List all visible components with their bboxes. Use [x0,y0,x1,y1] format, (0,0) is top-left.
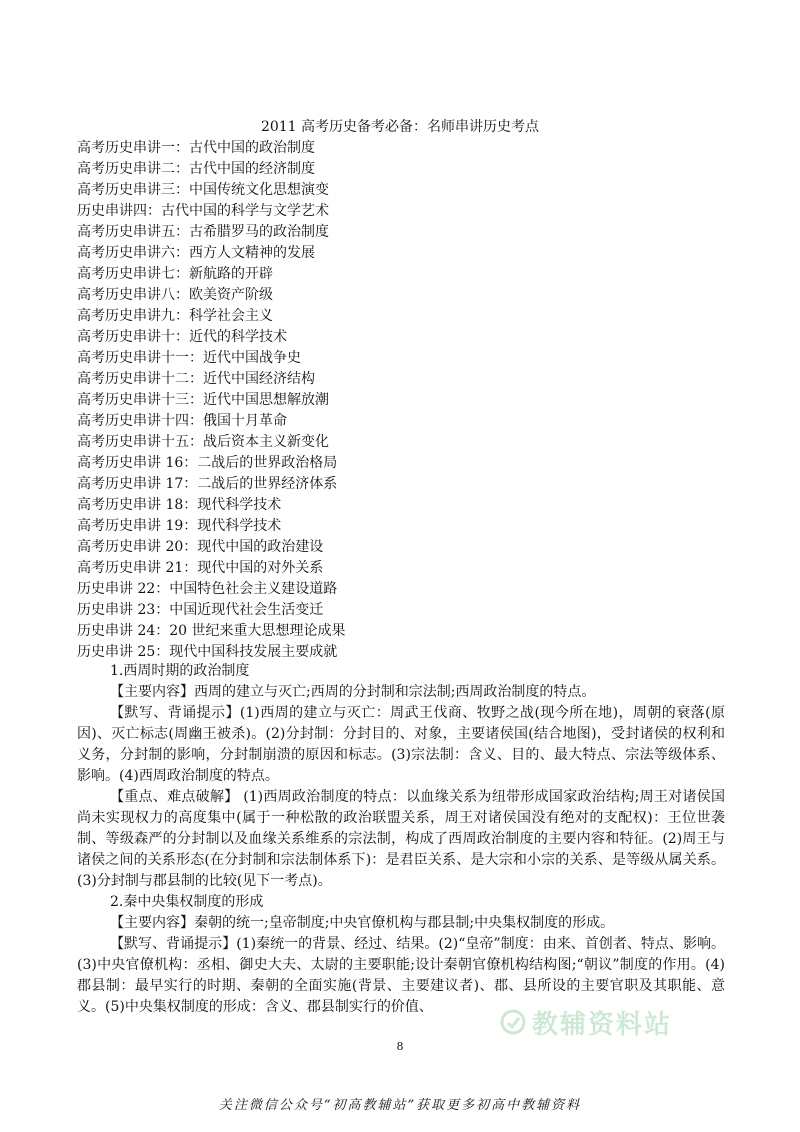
watermark-logo-icon [500,1009,526,1035]
toc-item: 高考历史串讲七：新航路的开辟 [77,266,273,282]
paragraph: 【默写、背诵提示】(1)西周的建立与灭亡：周武王伐商、牧野之战(现今所在地)，周朝的衰落(原因)、灭亡标志(周幽王被杀)。(2)分封制：分封目的、对象，主要诸侯国(结合地图)，受封诸侯的权利和义务，分封制的影响，分封制崩溃的原因和标志。(3)宗法制：含义、目的、最大特点、宗法等级体系、影响。(4)西周政治制度的特点。 [77,705,725,784]
toc-item: 高考历史串讲五：古希腊罗马的政治制度 [77,224,329,240]
toc-item: 高考历史串讲 20：现代中国的政治建设 [77,539,324,555]
toc-item: 高考历史串讲十三：近代中国思想解放潮 [77,392,329,408]
footer-note: 关注微信公众号“初高教辅站”获取更多初高中教辅资料 [218,1098,582,1113]
toc-item: 高考历史串讲十一：近代中国战争史 [77,350,301,366]
watermark-text: 教辅资料站 [532,1009,673,1040]
toc-item: 高考历史串讲 17：二战后的世界经济体系 [77,476,338,492]
toc-item: 历史串讲 24：20 世纪来重大思想理论成果 [77,623,346,639]
section-heading: 2.秦中央集权制度的形成 [110,894,264,910]
paragraph: 【主要内容】西周的建立与灭亡;西周的分封制和宗法制;西周政治制度的特点。 [110,684,596,700]
toc-item: 高考历史串讲十：近代的科学技术 [77,329,287,345]
toc-item: 高考历史串讲一：古代中国的政治制度 [77,140,315,156]
toc-item: 高考历史串讲十五：战后资本主义新变化 [77,434,329,450]
toc-item: 高考历史串讲 21：现代中国的对外关系 [77,560,324,576]
page-number: 8 [396,1040,404,1053]
paragraph: 【主要内容】秦朝的统一;皇帝制度;中央官僚机构与郡县制;中央集权制度的形成。 [110,915,615,931]
toc-item: 历史串讲 23：中国近现代社会生活变迁 [77,602,324,618]
toc-item: 高考历史串讲二：古代中国的经济制度 [77,161,315,177]
paragraph: 【重点、难点破解】 (1)西周政治制度的特点：以血缘关系为纽带形成国家政治结构;周王对诸侯国尚未实现权力的高度集中(属于一种松散的政治联盟关系，周王对诸侯国没有绝对的支配权)：王位世袭制、等级森严的分封制以及血缘关系维系的宗法制，构成了西周政治制度的主要内容和特征。(2)周王与诸侯之间的关系形态(在分封制和宗法制体系下)：是君臣关系、是大宗和小宗的关系、是等级从属关系。(3)分封制与郡县制的比较(见下一考点)。 [77,789,725,889]
paragraph: 【默写、背诵提示】(1)秦统一的背景、经过、结果。(2)“皇帝”制度：由来、首创者、特点、影响。(3)中央官僚机构：丞相、御史大夫、太尉的主要职能;设计秦朝官僚机构结构图;“朝议”制度的作用。(4)郡县制：最早实行的时期、秦朝的全面实施(背景、主要建议者)、郡、县所设的主要官职及其职能、意义。(5)中央集权制度的形成：含义、郡县制实行的价值、 [77,936,725,1015]
toc-item: 高考历史串讲 16：二战后的世界政治格局 [77,455,338,471]
toc-item: 高考历史串讲八：欧美资产阶级 [77,287,273,303]
document-title: 2011 高考历史备考必备：名师串讲历史考点 [260,119,540,135]
toc-item: 高考历史串讲十二：近代中国经济结构 [77,371,315,387]
toc-item: 高考历史串讲六：西方人文精神的发展 [77,245,315,261]
table-of-contents [77,138,737,663]
toc-item: 高考历史串讲九：科学社会主义 [77,308,273,324]
section-heading: 1.西周时期的政治制度 [110,663,250,679]
toc-item: 高考历史串讲 19：现代科学技术 [77,518,282,534]
toc-item: 高考历史串讲三：中国传统文化思想演变 [77,182,329,198]
toc-item: 历史串讲 22：中国特色社会主义建设道路 [77,581,338,597]
toc-item: 高考历史串讲 18：现代科学技术 [77,497,282,513]
body-text [77,661,725,1018]
toc-item: 高考历史串讲十四：俄国十月革命 [77,413,287,429]
toc-item: 历史串讲 25：现代中国科技发展主要成就 [77,644,338,660]
watermark [500,1002,740,1042]
toc-item: 历史串讲四：古代中国的科学与文学艺术 [77,203,329,219]
